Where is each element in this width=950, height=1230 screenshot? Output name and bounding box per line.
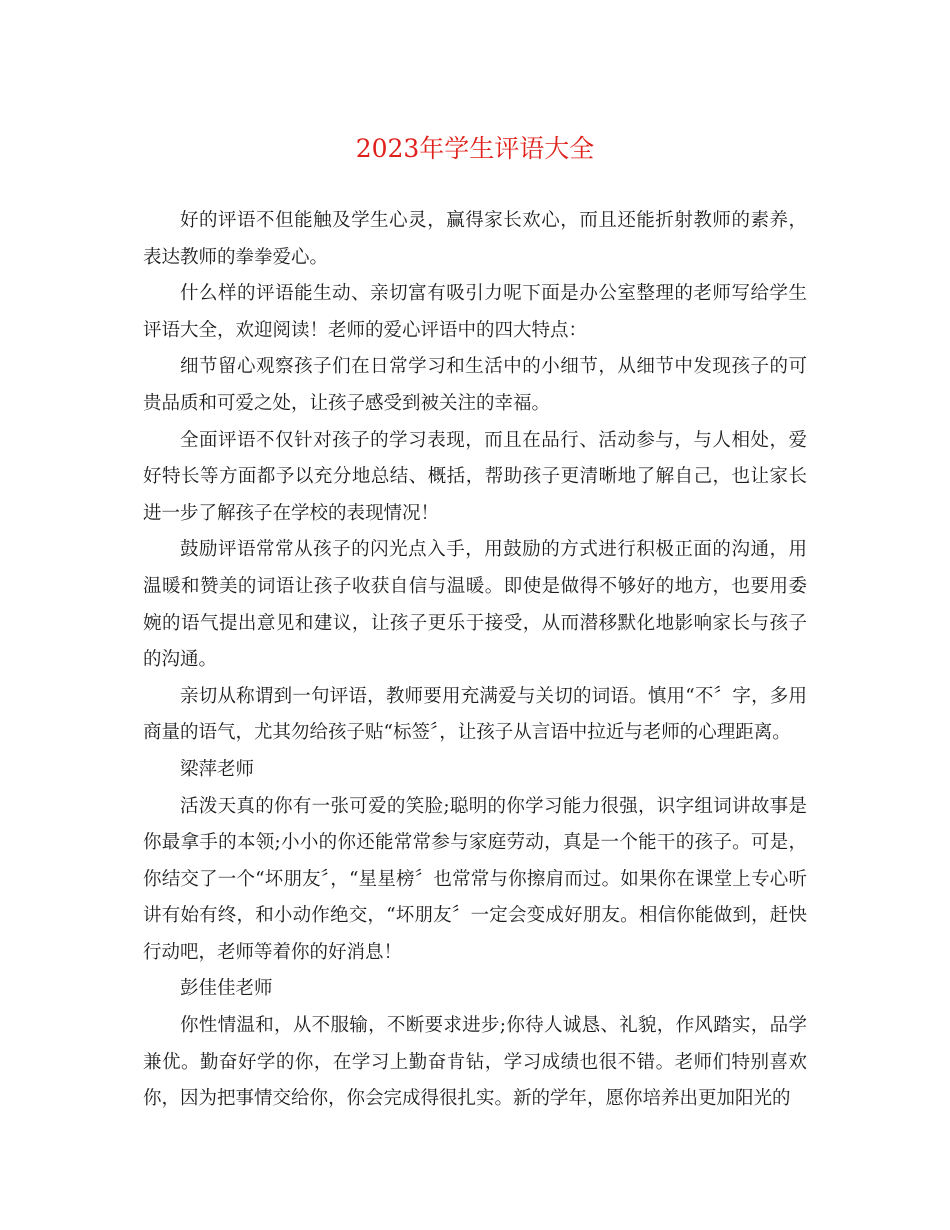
paragraph-comprehensive: 全面评语不仅针对孩子的学习表现，而且在品行、活动参与，与人相处，爱好特长等方面都予以充分地总结、概括，帮助孩子更清晰地了解自己，也让家长进一步了解孩子在学校的表现情况！ [143,429,807,524]
teacher-comment: 活泼天真的你有一张可爱的笑脸;聪明的你学习能力很强，识字组词讲故事是你最拿手的本领;小小的你还能常常参与家庭劳动，真是一个能干的孩子。可是，你结交了一个“坏朋友〞，“星星榜〞也常常与你擦肩而过。如果你在课堂上专心听讲有始有终，和小动作绝交，“坏朋友〞一定会变成好朋友。相信你能做到，赶快行动吧，老师等着你的好消息！ [143,795,807,963]
paragraph-encourage: 鼓励评语常常从孩子的闪光点入手，用鼓励的方式进行积极正面的沟通，用温暖和赞美的词语让孩子收获自信与温暖。即使是做得不够好的地方，也要用委婉的语气提出意见和建议，让孩子更乐于接受，从而潜移默化地影响家长与孩子的沟通。 [143,539,807,671]
paragraph-detail: 细节留心观察孩子们在日常学习和生活中的小细节，从细节中发现孩子的可贵品质和可爱之处，让孩子感受到被关注的幸福。 [143,356,807,414]
paragraph-overview: 什么样的评语能生动、亲切富有吸引力呢下面是办公室整理的老师写给学生评语大全，欢迎阅读！老师的爱心评语中的四大特点： [143,283,807,341]
document-body [143,203,807,1118]
teacher-name: 彭佳佳老师 [180,978,273,1000]
document-title: 2023年学生评语大全 [355,134,595,163]
teacher-comment: 你性情温和，从不服输，不断要求进步;你待人诚恳、礼貌，作风踏实，品学兼优。勤奋好学的你，在学习上勤奋肯钻，学习成绩也很不错。老师们特别喜欢你，因为把事情交给你，你会完成得很扎实。新的学年，愿你培养出更加阳光的 [143,1015,807,1110]
paragraph-intro: 好的评语不但能触及学生心灵，赢得家长欢心，而且还能折射教师的素养，表达教师的拳拳爱心。 [143,210,807,268]
paragraph-friendly: 亲切从称谓到一句评语，教师要用充满爱与关切的词语。慎用“不〞字，多用商量的语气，尤其勿给孩子贴“标签〞，让孩子从言语中拉近与老师的心理距离。 [143,685,807,744]
teacher-name: 梁萍老师 [180,758,255,780]
